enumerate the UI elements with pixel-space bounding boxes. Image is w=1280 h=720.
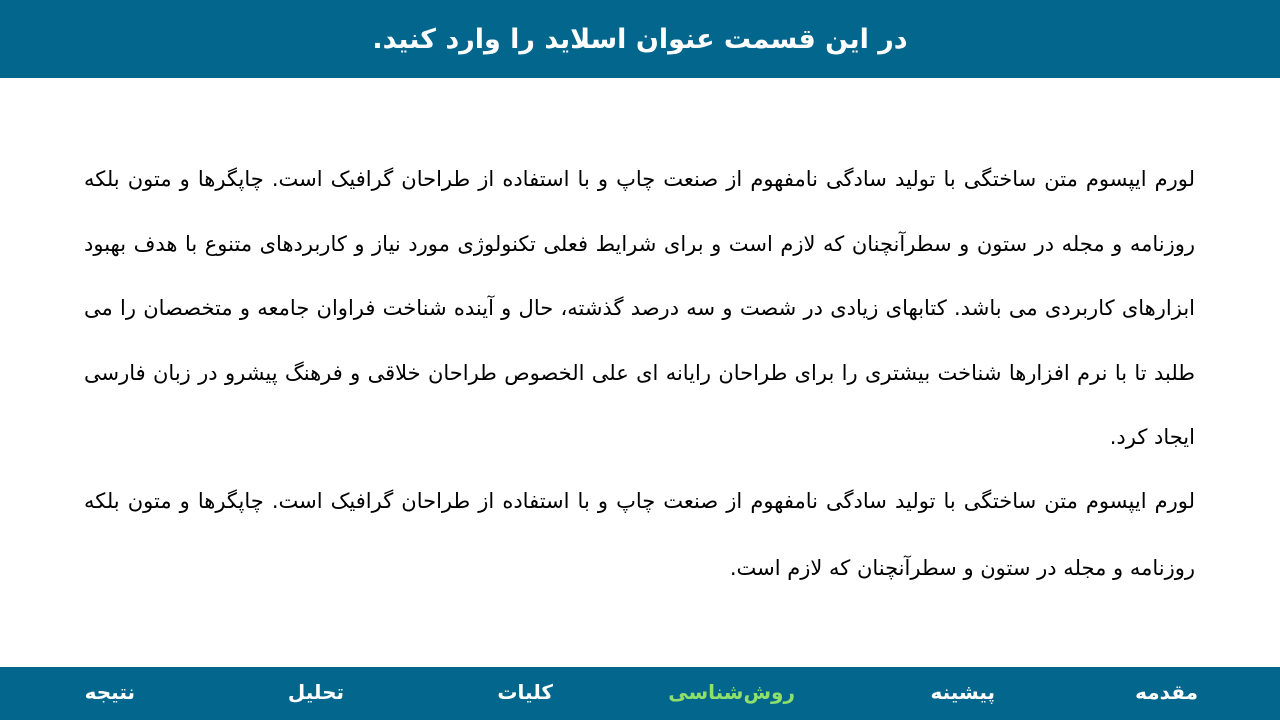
nav-item-introduction[interactable]: مقدمه <box>1135 680 1198 704</box>
footer-nav <box>0 667 1280 720</box>
slide-title: در این قسمت عنوان اسلاید را وارد کنید. <box>372 23 908 55</box>
slide-header <box>0 0 1280 78</box>
slide-body <box>84 147 1195 602</box>
body-paragraph-2: لورم ایپسوم متن ساختگی با تولید سادگی نامفهوم از صنعت چاپ و با استفاده از طراحان گرافیک است. چاپگرها و متون بلکه روزنامه و مجله در ستون و سطرآنچنان که لازم است. <box>84 488 1195 580</box>
nav-item-conclusion[interactable]: نتیجه <box>84 680 135 704</box>
body-paragraph-1: لورم ایپسوم متن ساختگی با تولید سادگی نامفهوم از صنعت چاپ و با استفاده از طراحان گرافیک است. چاپگرها و متون بلکه روزنامه و مجله در ستون و سطرآنچنان که لازم است و برای شرایط فعلی تکنولوژی مورد نیاز و کاربردهای متنوع با هدف بهبود ابزارهای کاربردی می باشد. کتابهای زیادی در شصت و سه درصد گذشته، حال و آینده شناخت فراوان جامعه و متخصصان را می طلبد تا با نرم افزارها شناخت بیشتری را برای طراحان رایانه ای علی الخصوص طراحان خلاقی و فرهنگ پیشرو در زبان فارسی ایجاد کرد. <box>84 167 1195 449</box>
nav-item-overview[interactable]: کلیات <box>497 680 553 704</box>
nav-item-background[interactable]: پیشینه <box>930 680 995 704</box>
nav-item-methodology[interactable]: روش‌شناسی <box>668 680 795 704</box>
nav-item-analysis[interactable]: تحلیل <box>287 680 344 704</box>
